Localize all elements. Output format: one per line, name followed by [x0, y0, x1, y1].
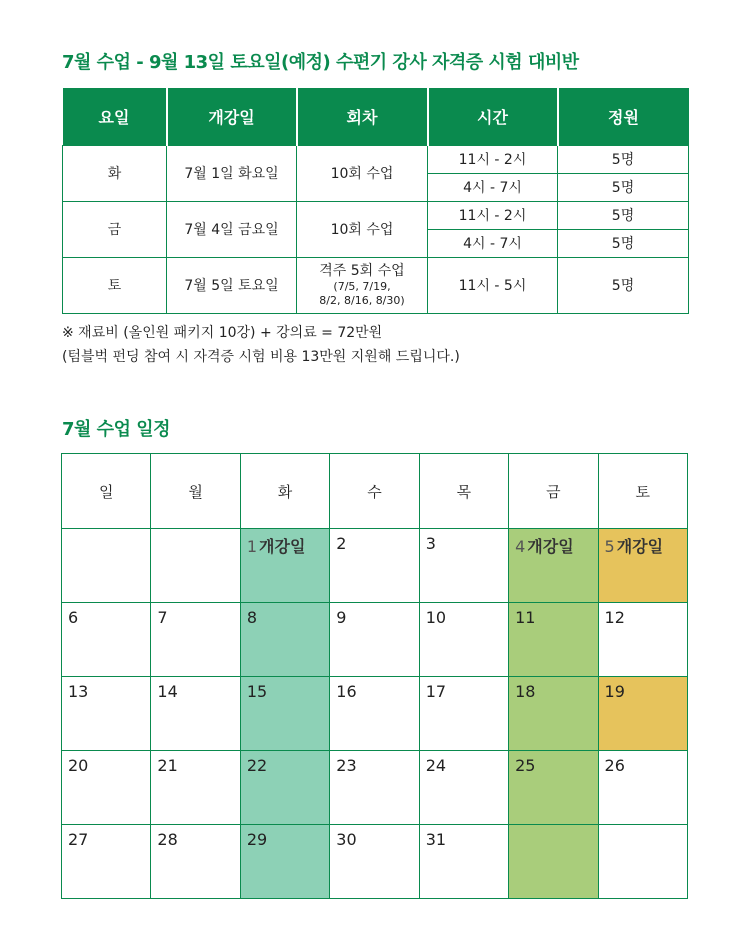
- start-cell: 7월 1일 화요일: [167, 145, 297, 201]
- day-number: 28: [157, 830, 178, 849]
- day-number: 6: [68, 608, 79, 627]
- start-cell: 7월 5일 토요일: [167, 257, 297, 313]
- day-number: 12: [604, 608, 625, 627]
- day-cell: [330, 529, 419, 603]
- day-cell: 금: [63, 201, 167, 257]
- weekday-fri: 금: [509, 454, 598, 529]
- open-day-tag: 개강일: [527, 537, 574, 556]
- capacity-cell: 5명: [558, 173, 689, 201]
- open-day-tag: 개강일: [616, 537, 664, 556]
- calendar-table: [61, 453, 688, 899]
- funding-note: (텀블벅 펀딩 참여 시 자격증 시험 비용 13만원 지원해 드립니다.): [62, 349, 460, 365]
- sessions-cell: 10회 수업: [297, 145, 428, 201]
- schedule-table: [62, 88, 689, 314]
- week-row: [62, 677, 688, 751]
- week-row: [62, 825, 688, 899]
- day-cell: [330, 677, 419, 751]
- capacity-cell: 5명: [558, 229, 689, 257]
- day-cell: [151, 529, 240, 603]
- day-cell: [509, 603, 598, 677]
- day-number: 27: [68, 830, 89, 849]
- week-row: [62, 529, 688, 603]
- day-cell: [509, 677, 598, 751]
- day-number: 26: [604, 756, 625, 775]
- sessions-cell: 10회 수업: [297, 201, 428, 257]
- day-number: 10: [425, 608, 447, 627]
- day-number: 22: [246, 756, 268, 775]
- day-number: 11: [515, 608, 536, 627]
- page-title: 7월 수업 - 9월 13일 토요일(예정) 수편기 강사 자격증 시험 대비반: [62, 52, 579, 73]
- time-cell: 11시 - 5시: [428, 257, 558, 313]
- header-time: 시간: [428, 88, 558, 145]
- time-cell: 11시 - 2시: [428, 201, 558, 229]
- day-cell: [151, 677, 240, 751]
- day-cell: [62, 825, 151, 899]
- week-row: [62, 751, 688, 825]
- day-number: 19: [604, 682, 625, 701]
- day-cell: [62, 529, 151, 603]
- day-cell: [151, 603, 240, 677]
- day-number: 16: [336, 682, 357, 701]
- day-cell: [419, 677, 508, 751]
- day-cell: [598, 751, 687, 825]
- week-row: [62, 603, 688, 677]
- fee-note: ※ 재료비 (올인원 패키지 10강) + 강의료 = 72만원: [62, 325, 383, 341]
- weekday-row: [62, 454, 688, 529]
- day-cell: [240, 751, 329, 825]
- day-number: 14: [157, 682, 178, 701]
- day-number: 2: [336, 534, 347, 553]
- day-cell: [509, 529, 598, 603]
- day-cell: [598, 603, 687, 677]
- day-number: 1: [246, 537, 258, 556]
- day-number: 29: [246, 830, 268, 849]
- day-cell: 토: [63, 257, 167, 313]
- schedule-header-row: [63, 88, 689, 145]
- weekday-thu: 목: [419, 454, 508, 529]
- day-cell: [598, 677, 687, 751]
- day-cell: [240, 825, 329, 899]
- table-row: [63, 257, 689, 313]
- day-number: 7: [157, 608, 168, 627]
- day-cell: [62, 751, 151, 825]
- day-number: 13: [68, 682, 89, 701]
- day-cell: [151, 751, 240, 825]
- day-cell: [240, 677, 329, 751]
- sessions-label: 격주 5회 수업: [319, 263, 405, 279]
- day-cell: [509, 825, 598, 899]
- day-cell: [62, 677, 151, 751]
- open-day-tag: 개강일: [259, 537, 306, 556]
- capacity-cell: 5명: [558, 145, 689, 173]
- day-cell: [419, 825, 508, 899]
- table-row: [63, 145, 689, 173]
- calendar-title: 7월 수업 일정: [62, 419, 170, 440]
- weekday-wed: 수: [330, 454, 419, 529]
- day-number: 24: [425, 756, 447, 775]
- header-sessions: 회차: [297, 88, 428, 145]
- day-number: 5: [604, 537, 615, 556]
- weekday-sun: 일: [62, 454, 151, 529]
- capacity-cell: 5명: [558, 257, 689, 313]
- header-day: 요일: [63, 88, 167, 145]
- day-cell: [419, 529, 508, 603]
- day-number: 31: [425, 830, 447, 849]
- day-number: 4: [515, 537, 526, 556]
- sessions-dates: (7/5, 7/19,: [333, 280, 391, 293]
- header-start: 개강일: [167, 88, 297, 145]
- day-cell: [509, 751, 598, 825]
- day-number: 23: [336, 756, 357, 775]
- day-cell: [151, 825, 240, 899]
- day-number: 17: [425, 682, 447, 701]
- day-number: 20: [68, 756, 89, 775]
- day-number: 18: [515, 682, 536, 701]
- day-cell: [240, 603, 329, 677]
- day-cell: [240, 529, 329, 603]
- time-cell: 11시 - 2시: [428, 145, 558, 173]
- day-number: 21: [157, 756, 178, 775]
- weekday-tue: 화: [240, 454, 329, 529]
- weekday-mon: 월: [151, 454, 240, 529]
- day-number: 3: [425, 534, 436, 553]
- day-cell: [62, 603, 151, 677]
- day-number: 30: [336, 830, 357, 849]
- sessions-dates-2: 8/2, 8/16, 8/30): [319, 294, 405, 307]
- weekday-sat: 토: [598, 454, 687, 529]
- time-cell: 4시 - 7시: [428, 229, 558, 257]
- day-cell: [330, 603, 419, 677]
- day-cell: [598, 825, 687, 899]
- sessions-cell: [297, 257, 428, 313]
- header-capacity: 정원: [558, 88, 689, 145]
- day-cell: [330, 751, 419, 825]
- day-cell: [419, 751, 508, 825]
- day-cell: [419, 603, 508, 677]
- time-cell: 4시 - 7시: [428, 173, 558, 201]
- day-cell: [330, 825, 419, 899]
- table-row: [63, 201, 689, 229]
- day-number: 15: [246, 682, 268, 701]
- day-cell: [598, 529, 687, 603]
- day-number: 25: [515, 756, 536, 775]
- day-number: 8: [246, 608, 258, 627]
- day-number: 9: [336, 608, 347, 627]
- capacity-cell: 5명: [558, 201, 689, 229]
- day-cell: 화: [63, 145, 167, 201]
- start-cell: 7월 4일 금요일: [167, 201, 297, 257]
